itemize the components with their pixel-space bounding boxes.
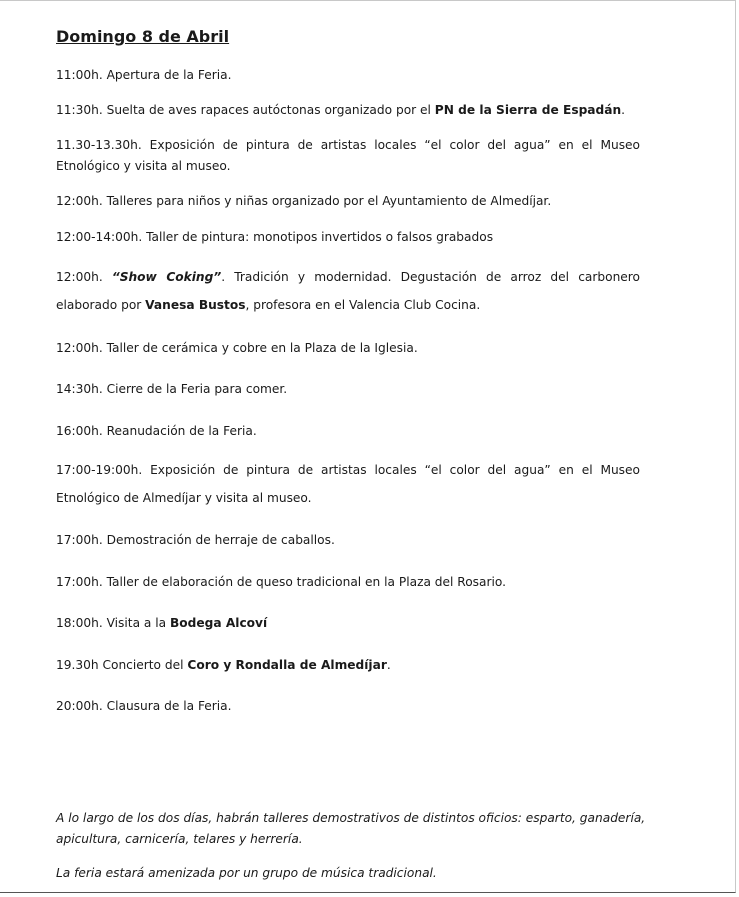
item-text: 11:00h. Apertura de la Feria. [56,68,232,82]
item-text: 12:00-14:00h. Taller de pintura: monotipos invertidos o falsos grabados [56,230,494,244]
item-text: 16:00h. Reanudación de la Feria. [56,424,257,438]
item-text-tail: . [386,658,391,672]
item-text: 12:00h. [56,270,112,284]
item-text: 11.30-13.30h. Exposición de pintura de artistas locales “el color del agua” en el Museo Etnológico y visita al museo. [56,138,640,173]
item-text: 11:30h. Suelta de aves rapaces autóctonas organizado por el [56,103,435,117]
item-text-tail: , profesora en el Valencia Club Cocina. [245,298,481,312]
item-highlight: “Show Coking” [111,270,222,284]
item-text: 17:00-19:00h. Exposición de pintura de artistas locales “el color del agua” en el Museo Etnológico de Almedíjar y visita al museo. [56,463,640,505]
schedule-item [56,381,287,397]
item-highlight: PN de la Sierra de Espadán [434,103,622,117]
schedule-item [56,340,418,356]
item-text: 12:00h. Talleres para niños y niñas organizado por el Ayuntamiento de Almedíjar. [56,194,552,208]
schedule-item [56,532,335,548]
item-text: 17:00h. Taller de elaboración de queso tradicional en la Plaza del Rosario. [56,575,507,589]
item-text: 12:00h. Taller de cerámica y cobre en la Plaza de la Iglesia. [56,341,418,355]
item-highlight: Coro y Rondalla de Almedíjar [187,658,387,672]
schedule-item [56,102,625,118]
closing-note: A lo largo de los dos días, habrán talleres demostrativos de distintos oficios: esparto, ganadería, apicultura, carnicería, telares y herrería. [56,811,646,846]
schedule-item [56,135,640,177]
schedule-item [56,263,640,319]
item-text: 14:30h. Cierre de la Feria para comer. [56,382,288,396]
item-text: . Tradición y modernidad. Degustación de arroz del carbonero elaborado por [56,270,640,312]
schedule-item [56,698,232,714]
item-text-tail: . [621,103,626,117]
schedule-item [56,193,551,209]
schedule-item [56,456,640,512]
schedule-item [56,423,257,439]
item-highlight: Vanesa Bustos [145,298,246,312]
item-text: 17:00h. Demostración de herraje de caballos. [56,533,335,547]
schedule-item [56,67,231,83]
schedule-item [56,615,267,631]
page-title: Domingo 8 de Abril [56,27,230,46]
schedule-item [56,229,493,245]
schedule-item [56,574,506,590]
item-highlight: Bodega Alcoví [169,616,268,630]
item-text: 19.30h Concierto del [56,658,188,672]
closing-note: La feria estará amenizada por un grupo de música tradicional. [56,866,437,880]
item-text: 20:00h. Clausura de la Feria. [56,699,232,713]
schedule-item [56,657,391,673]
item-text: 18:00h. Visita a la [56,616,170,630]
